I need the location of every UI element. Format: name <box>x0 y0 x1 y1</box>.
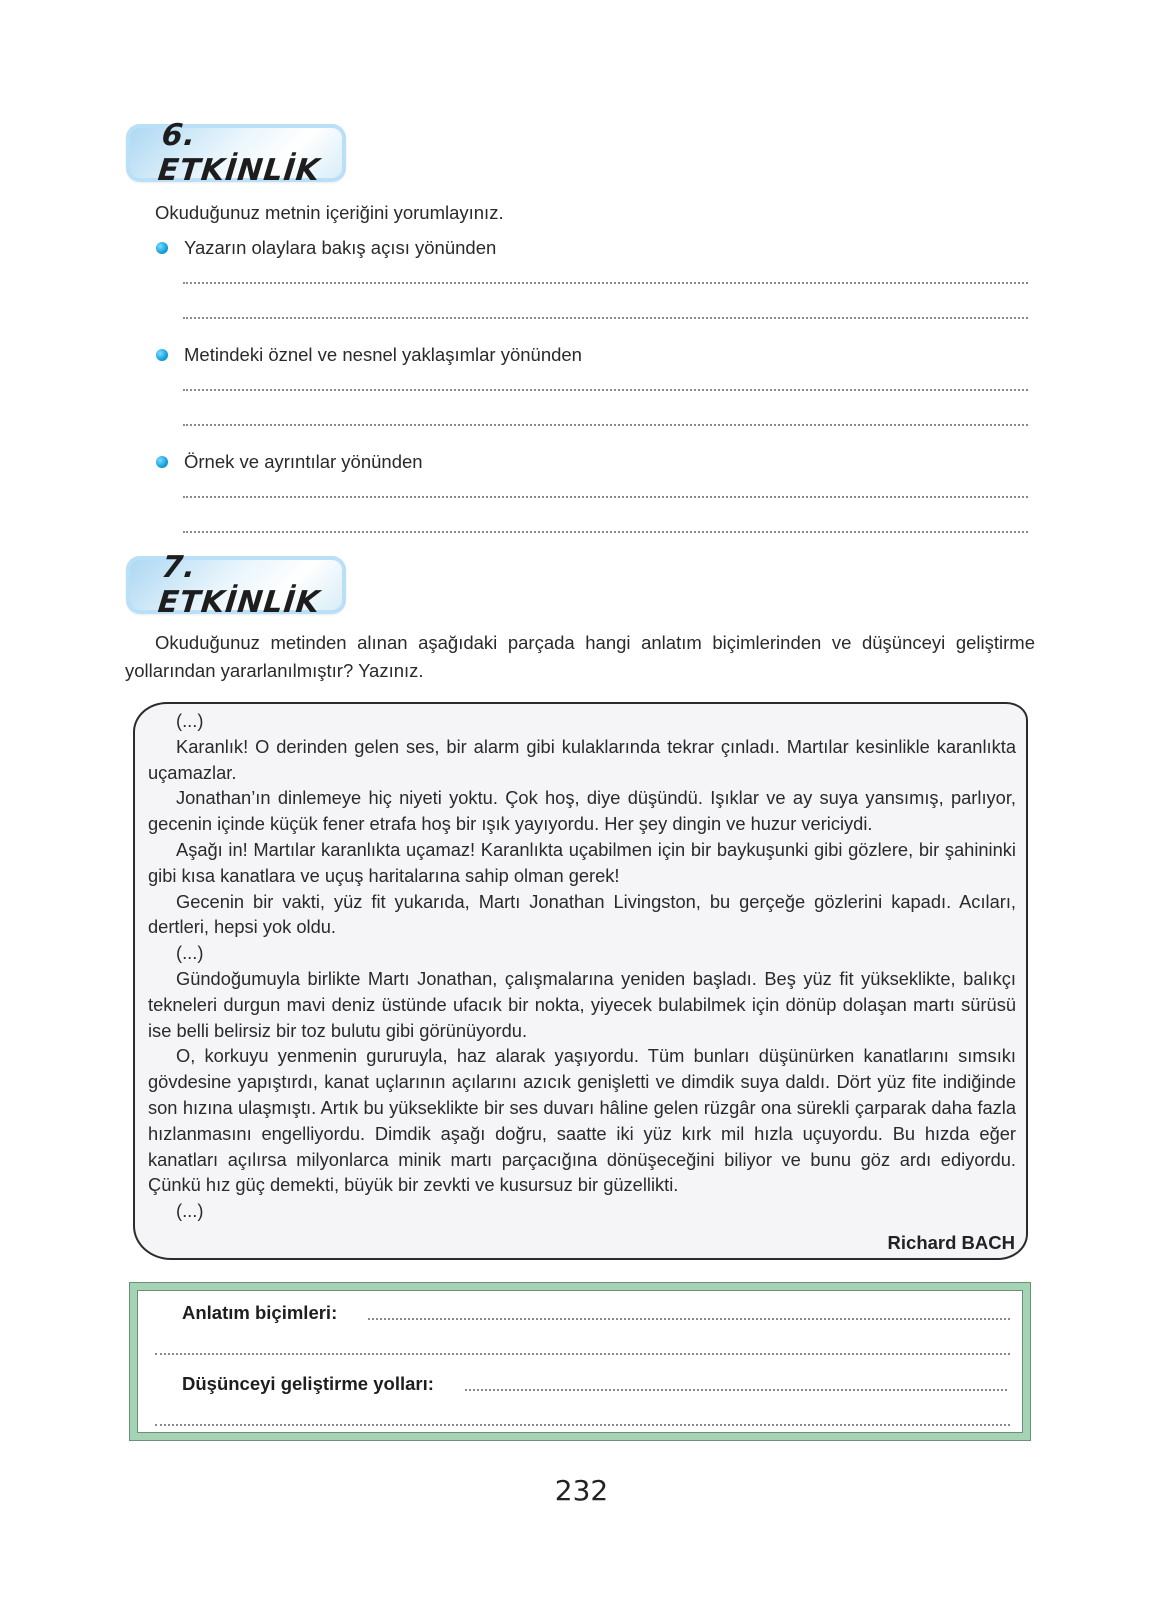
activity-6-instruction: Okuduğunuz metnin içeriğini yorumlayınız. <box>155 202 504 223</box>
activity-7-instruction: Okuduğunuz metinden alınan aşağıdaki parçada hangi anlatım biçimlerinden ve düşünceyi geliştirme yollarından yararlanılmıştır? Yazınız. <box>125 632 1035 681</box>
anlatim-answer-line-2[interactable] <box>155 1353 1010 1355</box>
bullet-label: Metindeki öznel ve nesnel yaklaşımlar yönünden <box>184 344 582 365</box>
passage-paragraph: (...) <box>176 1200 204 1222</box>
passage-text <box>148 708 1016 1224</box>
bullet-icon <box>156 349 168 361</box>
bullet-item <box>156 451 423 473</box>
bullet-item <box>156 344 582 366</box>
page-number: 232 <box>554 1474 609 1507</box>
anlatim-label: Anlatım biçimleri: <box>182 1302 338 1323</box>
bullet-icon <box>156 456 168 468</box>
bullet-label: Yazarın olaylara bakış açısı yönünden <box>184 237 497 258</box>
passage-author: Richard BACH <box>887 1232 1015 1253</box>
bullet-item <box>156 237 496 259</box>
passage-paragraph: O, korkuyu yenmenin gururuyla, haz alarak yaşıyordu. Tüm bunları düşünürken kanatlarını sımsıkı gövdesine yapıştırdı, kanat uçlarının açılarını azıcık genişletti ve dimdik suya daldı. Dört yüz fite indiğinde son hızına ulaşmıştı. Artık bu yükseklikte bir ses duvarı hâline gelen rüzgâr ona sürekli çarparak daha fazla hızlanmasını engelliyordu. Dimdik aşağı doğru, saatte iki yüz kırk mil hızla uçuyordu. Bu hızda eğer kanatları açılırsa milyonlarca minik martı parçacığına dönüşeceğini biliyor ve bunu göz ardı ediyordu. Çünkü hız güç demekti, büyük bir zevkti ve kusursuz bir güzellikti. <box>148 1045 1016 1196</box>
passage-paragraph: (...) <box>176 942 204 964</box>
anlatim-answer-line[interactable] <box>368 1318 1010 1320</box>
answer-line[interactable] <box>183 282 1028 284</box>
answer-line[interactable] <box>183 424 1028 426</box>
activity-6-title: 6. ETKİNLİK <box>156 118 322 188</box>
answer-line[interactable] <box>183 389 1028 391</box>
activity-7-title: 7. ETKİNLİK <box>156 550 322 620</box>
passage-paragraph: Gecenin bir vakti, yüz fit yukarıda, Martı Jonathan Livingston, bu gerçeğe gözlerini kapadı. Acıları, dertleri, hepsi yok oldu. <box>148 890 1016 938</box>
activity-6-badge <box>126 118 346 188</box>
activity-7-badge <box>126 550 346 620</box>
passage-paragraph: (...) <box>176 710 204 731</box>
passage-paragraph: Karanlık! O derinden gelen ses, bir alarm gibi kulaklarında tekrar çınladı. Martılar kesinlikle karanlıkta uçamazlar. <box>148 735 1016 783</box>
passage-paragraph: Jonathan’ın dinlemeye hiç niyeti yoktu. Çok hoş, diye düşündü. Işıklar ve ay suya yansımış, parlıyor, gecenin içinde küçük fener etrafa hoş bir ışık yayıyordu. Her şey dingin ve huzur vericiydi. <box>148 787 1016 835</box>
dusunce-answer-line-2[interactable] <box>155 1424 1010 1426</box>
answer-line[interactable] <box>183 496 1028 498</box>
passage-paragraph: Gündoğumuyla birlikte Martı Jonathan, çalışmalarına yeniden başladı. Beş yüz fit yükseklikte, balıkçı tekneleri durgun mavi deniz üstünde ufacık bir nokta, yiyecek bulabilmek için dönüp dolaşan martı sürüsü ise belli belirsiz bir toz bulutu gibi görünüyordu. <box>148 967 1016 1041</box>
answer-line[interactable] <box>183 531 1028 533</box>
dusunce-label: Düşünceyi geliştirme yolları: <box>182 1373 434 1394</box>
answer-line[interactable] <box>183 317 1028 319</box>
bullet-icon <box>156 242 168 254</box>
bullet-label: Örnek ve ayrıntılar yönünden <box>184 451 423 472</box>
dusunce-answer-line[interactable] <box>465 1389 1007 1391</box>
passage-paragraph: Aşağı in! Martılar karanlıkta uçamaz! Karanlıkta uçabilmen için bir baykuşunki gibi gözlere, bir şahininki gibi kısa kanatlara ve uçuş haritalarına sahip olman gerek! <box>148 838 1016 886</box>
